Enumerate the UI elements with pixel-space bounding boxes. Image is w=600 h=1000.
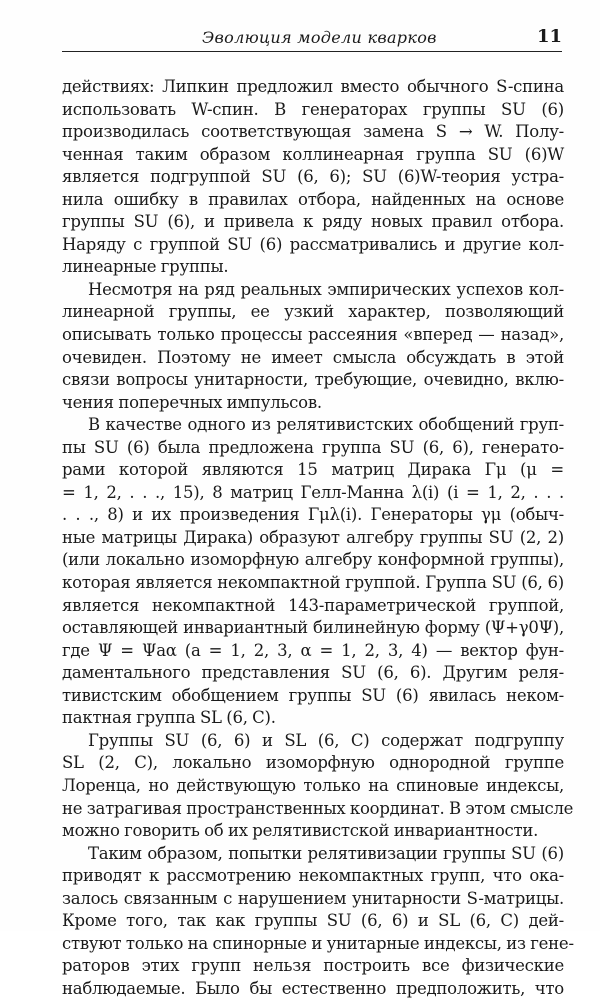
body-text — [62, 76, 574, 1000]
text-line: где Ψ = Ψaα (a = 1, 2, 3, α = 1, 2, 3, 4) — вектор фун- — [62, 640, 564, 660]
text-line: линеарные группы. — [62, 257, 229, 277]
text-line: ствуют только на спинорные и унитарные индексы, из гене- — [62, 933, 574, 953]
text-line: связи вопросы унитарности, требующие, очевидно, вклю- — [62, 370, 564, 390]
text-line: Таким образом, попытки релятивизации группы SU (6) — [88, 843, 564, 863]
text-line: описывать только процессы рассеяния «вперед — назад», — [62, 325, 564, 345]
text-line: можно говорить об их релятивистской инвариантности. — [62, 821, 539, 841]
text-line: пы SU (6) была предложена группа SU (6, 6), генерато- — [62, 437, 564, 457]
text-line: линеарной группы, ее узкий характер, позволяющий — [62, 302, 564, 322]
text-line: (или локально изоморфную алгебру конформной группы), — [62, 550, 564, 570]
text-line: Лоренца, но действующую только на спиновые индексы, — [62, 775, 564, 795]
text-line: SL (2, C), локально изоморфную однородной группе — [62, 753, 564, 773]
text-line: ные матрицы Дирака) образуют алгебру группы SU (2, 2) — [62, 527, 564, 547]
text-line: приводят к рассмотрению некомпактных групп, что ока- — [62, 866, 564, 886]
text-line: Кроме того, так как группы SU (6, 6) и SL (6, C) дей- — [62, 911, 564, 931]
text-line: залось связанным с нарушением унитарности S-матрицы. — [62, 888, 564, 908]
text-line: Наряду с группой SU (6) рассматривались и другие кол- — [62, 234, 564, 254]
text-line: является некомпактной 143-параметрической группой, — [62, 595, 564, 615]
running-title: Эволюция модели кварков — [202, 28, 437, 47]
text-line: = 1, 2, . . ., 15), 8 матриц Гелл-Манна λ(i) (i = 1, 2, . . . — [62, 482, 564, 502]
text-line: является подгруппой SU (6, 6); SU (6)W-теория устра- — [62, 167, 564, 187]
text-line: раторов этих групп нельзя построить все физические — [62, 956, 564, 976]
text-line: не затрагивая пространственных координат. В этом смысле — [62, 798, 574, 818]
text-line: группы SU (6), и привела к ряду новых правил отбора. — [62, 212, 564, 232]
text-line: тивистским обобщением группы SU (6) явилась неком- — [62, 685, 564, 705]
text-line: производилась соответствующая замена S → W. Полу- — [62, 122, 564, 142]
text-line: наблюдаемые. Было бы естественно предположить, что — [62, 978, 564, 998]
text-line: даментального представления SU (6, 6). Другим реля- — [62, 663, 564, 683]
text-line: ченная таким образом коллинеарная группа SU (6)W — [62, 144, 564, 164]
text-line: . . ., 8) и их произведения Γμλ(i). Генераторы γμ (обыч- — [62, 505, 564, 525]
page-number: 11 — [536, 26, 562, 47]
text-line: оставляющей инвариантный билинейную форму (Ψ+γ0Ψ), — [62, 618, 564, 638]
text-line: В качестве одного из релятивистских обобщений груп- — [88, 415, 564, 435]
running-head — [62, 24, 562, 52]
text-line: которая является некомпактной группой. Группа SU (6, 6) — [62, 573, 564, 593]
text-line: очевиден. Поэтому не имеет смысла обсуждать в этой — [62, 347, 564, 367]
text-line: действиях: Липкин предложил вместо обычного S-спина — [62, 77, 564, 96]
text-line: пактная группа SL (6, C). — [62, 708, 276, 728]
text-line: Группы SU (6, 6) и SL (6, C) содержат подгруппу — [88, 730, 564, 750]
header-rule — [62, 51, 562, 52]
text-line: рами которой являются 15 матриц Дирака Γμ (μ = — [62, 460, 564, 480]
text-line: использовать W-спин. В генераторах группы SU (6) — [62, 99, 564, 119]
text-line: нила ошибку в правилах отбора, найденных на основе — [62, 189, 564, 209]
text-line: чения поперечных импульсов. — [62, 392, 322, 412]
text-line: Несмотря на ряд реальных эмпирических успехов кол- — [88, 279, 564, 299]
